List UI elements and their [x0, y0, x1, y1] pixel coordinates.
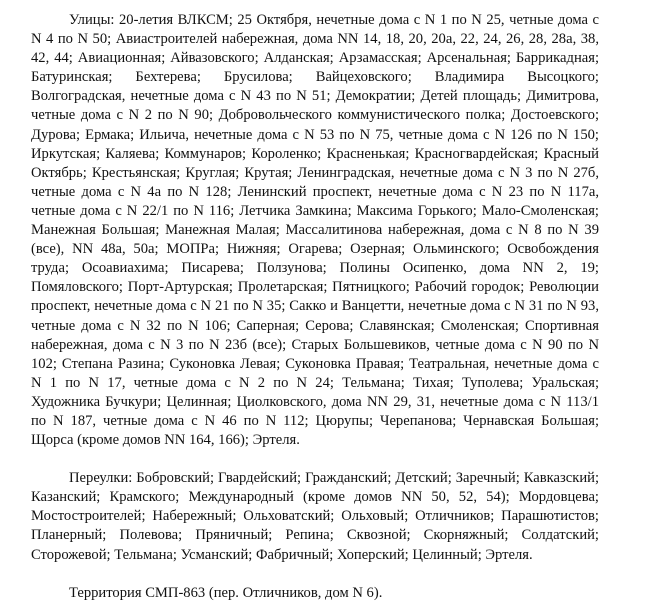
territory-paragraph: Территория СМП-863 (пер. Отличников, дом N 6). [69, 584, 383, 601]
document-body [31, 11, 599, 603]
lanes-paragraph: Переулки: Бобровский; Гвардейский; Гражданский; Детский; Заречный; Кавказский; Казанский; Крамского; Международный (кроме домов NN 50, 52, 54); Мордовцева; Мостостроителей; Набережный; Ольховатский; Ольховый; Отличников; Парашютистов; Планерный; Полевова; Пряничный; Репина; Сквозной; Скорняжный; Солдатский; Сторожевой; Тельмана; Усманский; Фабричный; Хоперский; Целинный; Эртеля. [31, 470, 599, 563]
streets-paragraph: Улицы: 20-летия ВЛКСМ; 25 Октября, нечетные дома с N 1 по N 25, четные дома с N 4 по N 50; Авиастроителей набережная, дома NN 14, 18, 20, 20а, 22, 24, 26, 28, 28а, 38, 42, 44; Авиационная; Айвазовского; Алданская; Арзамасская; Арсенальная; Баррикадная; Батуринская; Бехтерева; Брусилова; Вайцеховского; Владимира Высоцкого; Волгоградская, нечетные дома с N 43 по N 51; Демократии; Детей площадь; Димитрова, четные дома с N 2 по N 90; Добровольческого коммунистического полка; Достоевского; Дурова; Ермака; Ильича, нечетные дома с N 53 по N 75, четные дома с N 126 по N 150; Иркутская; Каляева; Коммунаров; Короленко; Красненькая; Красногвардейская; Красный Октябрь; Крестьянская; Круглая; Крутая; Ленинградская, нечетные дома с N 3 по N 27б, четные дома с N 4а по N 128; Ленинский проспект, нечетные дома с N 23 по N 117а, четные дома с N 22/1 по N 116; Летчика Замкина; Максима Горького; Мало-Смоленская; Манежная Большая; Манежная Малая; Массалитинова набережная, дома с N 8 по N 39 (все), NN 48а, 50а; МОПРа; Нижняя; Огарева; Озерная; Ольминского; Освобождения труда; Осоавиахима; Писарева; Ползунова; Полины Осипенко, дома NN 2, 19; Помяловского; Порт-Артурская; Пролетарская; Пятницкого; Рабочий городок; Революции проспект, нечетные дома с N 21 по N 35; Сакко и Ванцетти, нечетные дома с N 31 по N 93, четные дома с N 32 по N 106; Саперная; Серова; Славянская; Смоленская; Спортивная набережная, дома с N 3 по N 23б (все); Старых Большевиков, четные дома с N 90 по N 102; Степана Разина; Суконовка Левая; Суконовка Правая; Театральная, нечетные дома с N 1 по N 17, четные дома с N 2 по N 24; Тельмана; Тихая; Туполева; Уральская; Художника Бучкури; Целинная; Циолковского, дома NN 29, 31, нечетные дома с N 113/1 по N 187, четные дома с N 46 по N 112; Цюрупы; Черепанова; Чернавская Большая; Щорса (кроме домов NN 164, 166); Эртеля. [31, 12, 599, 449]
